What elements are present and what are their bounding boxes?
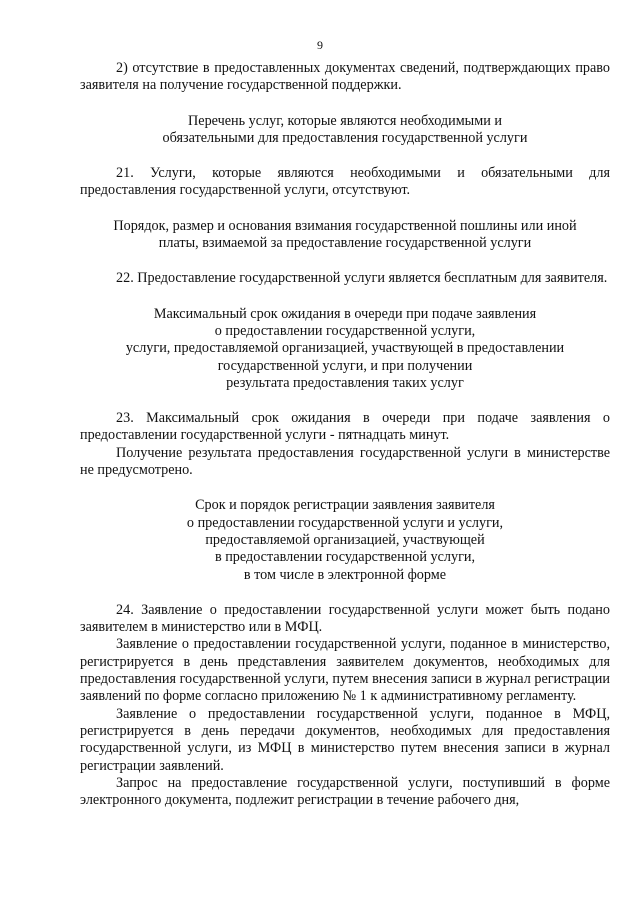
heading-fee	[80, 218, 610, 253]
heading-line: о предоставлении государственной услуги и услуги,	[186, 514, 504, 531]
page-number: 9	[317, 38, 323, 52]
heading-line: платы, взимаемой за предоставление государственной услуги	[158, 235, 532, 252]
paragraph-24-mfc: Заявление о предоставлении государственной услуги, поданное в МФЦ, регистрируется в день передачи документов, необходимых для предоставления государственной услуги, из МФЦ в министерство путем внесения записи в журнал регистрации заявлений.	[80, 705, 610, 774]
paragraph-21: 21. Услуги, которые являются необходимыми и обязательными для предоставления государственной услуги, отсутствуют.	[80, 165, 610, 199]
paragraph-2: 2) отсутствие в предоставленных документах сведений, подтверждающих право заявителя на получение государственной поддержки.	[80, 60, 610, 94]
paragraph-22: 22. Предоставление государственной услуги является бесплатным для заявителя.	[116, 270, 608, 287]
heading-line: результата предоставления таких услуг	[226, 374, 464, 391]
heading-line: Максимальный срок ожидания в очереди при подаче заявления	[153, 305, 537, 322]
heading-line: обязательными для предоставления государственной услуги	[162, 129, 528, 146]
paragraph-24-electronic: Запрос на предоставление государственной услуги, поступивший в форме электронного документа, подлежит регистрации в течение рабочего дня,	[80, 774, 610, 809]
heading-line: Перечень услуг, которые являются необходимыми и	[188, 112, 502, 129]
heading-line: в предоставлении государственной услуги,	[214, 549, 476, 566]
heading-registration	[80, 497, 610, 583]
heading-required-services	[80, 113, 610, 148]
paragraph-24-ministry: Заявление о предоставлении государственной услуги, поданное в министерство, регистрируется в день представления заявителем документов, необходимых для предоставления государственной услуги, путем внесения записи в журнал регистрации заявлений по форме согласно приложению № 1 к административному регламенту.	[80, 636, 610, 705]
page-content	[80, 60, 610, 809]
paragraph-23-result: Получение результата предоставления государственной услуги в министерстве не предусмотрено.	[80, 444, 610, 479]
heading-line: предоставляемой организацией, участвующей	[205, 531, 485, 548]
paragraph-24: 24. Заявление о предоставлении государственной услуги может быть подано заявителем в министерство или в МФЦ.	[80, 601, 610, 636]
heading-line: государственной услуги, и при получении	[217, 357, 473, 374]
heading-line: в том числе в электронной форме	[243, 566, 447, 583]
paragraph-23: 23. Максимальный срок ожидания в очереди при подаче заявления о предоставлении государственной услуги - пятнадцать минут.	[80, 410, 610, 444]
heading-line: Срок и порядок регистрации заявления заявителя	[195, 497, 495, 514]
heading-line: услуги, предоставляемой организацией, участвующей в предоставлении	[125, 340, 565, 357]
heading-line: Порядок, размер и основания взимания государственной пошлины или иной	[113, 217, 577, 234]
heading-line: о предоставлении государственной услуги,	[214, 322, 476, 339]
heading-wait-time	[80, 306, 610, 392]
